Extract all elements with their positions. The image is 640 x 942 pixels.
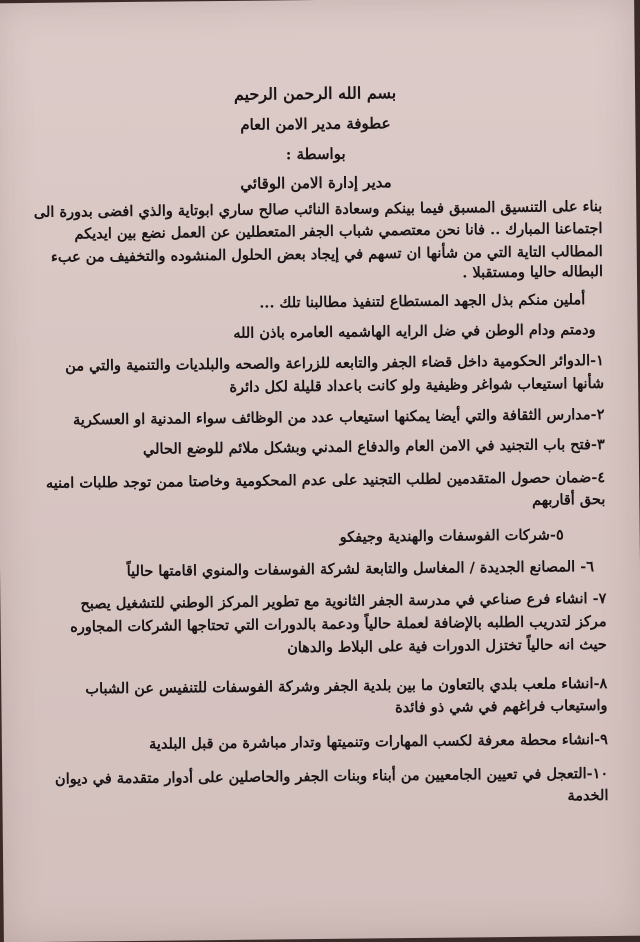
prayer-line: ودمتم ودام الوطن في ضل الرايه الهاشميه العامره باذن الله (234, 321, 597, 342)
hope-line: أملين منكم بذل الجهد المستطاع لتنفيذ مطالبنا تلك ... (260, 291, 587, 312)
demand-3: ٣-فتح باب التجنيد في الامن العام والدفاع المدني وبشكل ملائم للوضع الحالي (143, 436, 606, 458)
via-label: بواسطة : (286, 144, 347, 164)
intro-line-3: المطالب التاية التي من شأنها ان تسهم في إيجاد بعض الحلول المنشوده والتخفيف من عبء (51, 243, 604, 266)
demand-5: ٥-شركات الفوسفات والهندية وجيفكو (340, 526, 565, 546)
intro-line-2: اجتماعنا المبارك .. فانا نحن معتصمي شباب الجفر المتعطلين عن العمل نضع بين ايديكم (75, 220, 604, 243)
demand-1-line-1: ١-الدوائر الحكومية داخل قضاء الجفر والتابعه للزراعة والصحه والبلديات والتنمية والتي من (66, 352, 605, 375)
demand-4-line-1: ٤-ضمان حصول المتقدمين لطلب التجنيد على عدم المحكومية وخاصتا ممن توجد طلبات امنيه (46, 469, 607, 492)
demand-7-line-2: مركز لتدريب الطلبه بالإضافة لعملة حالياً ودعمة بالدورات التي تحتاجها الشركات المجاوره (71, 612, 608, 636)
demand-10-line-1: ١٠-التعجل في تعيين الجامعيين من أبناء وبنات الجفر والحاصلين على أدوار متقدمة في ديوان (55, 764, 610, 788)
demand-4-line-2: بحق أقاربهم (532, 491, 607, 509)
demand-9: ٩-انشاء محطة معرفة لكسب المهارات وتنميتها وتدار مباشرة من قبل البلدية (149, 730, 609, 753)
demand-1-line-2: شأنها استيعاب شواغر وظيفية ولو كانت باعداد قليلة لكل دائرة (230, 375, 606, 396)
addressee: عطوفة مدير الامن العام (241, 114, 392, 134)
demand-6: ٦- المصانع الجديدة / المغاسل والتابعة لشركة الفوسفات والمنوي اقامتها حالياً (127, 558, 596, 581)
demand-7-line-3: حيث انه حالياً تختزل الدورات فية على البلاط والدهان (288, 635, 608, 657)
intro-line-4: البطاله حاليا ومستقبلا . (463, 263, 605, 282)
demand-2: ٢-مدارس الثقافة والتي أيضا يمكنها استيعاب عدد من الوظائف سواء المدنية او العسكرية (73, 406, 606, 429)
demand-8-line-1: ٨-انشاء ملعب بلدي بالتعاون ما بين بلدية الجفر وشركة الفوسفات للتنفيس عن الشباب (86, 674, 609, 698)
demand-7-line-1: ٧- انشاء فرع صناعي في مدرسة الجفر الثانوية مع تطوير المركز الوطني للتشغيل يصبح (81, 589, 608, 613)
demand-10-line-2: الخدمة (568, 786, 610, 805)
intermediary: مدير إدارة الامن الوقائي (241, 173, 393, 193)
intro-line-1: بناء على التنسيق المسبق فيما بينكم وسعادة النائب صالح ساري ابوتاية والذي افضى بدورة الى (34, 198, 604, 221)
demand-8-line-2: واستيعاب فراغهم في شي ذو فائدة (395, 696, 609, 717)
basmala: بسم الله الرحمن الرحيم (234, 83, 398, 104)
